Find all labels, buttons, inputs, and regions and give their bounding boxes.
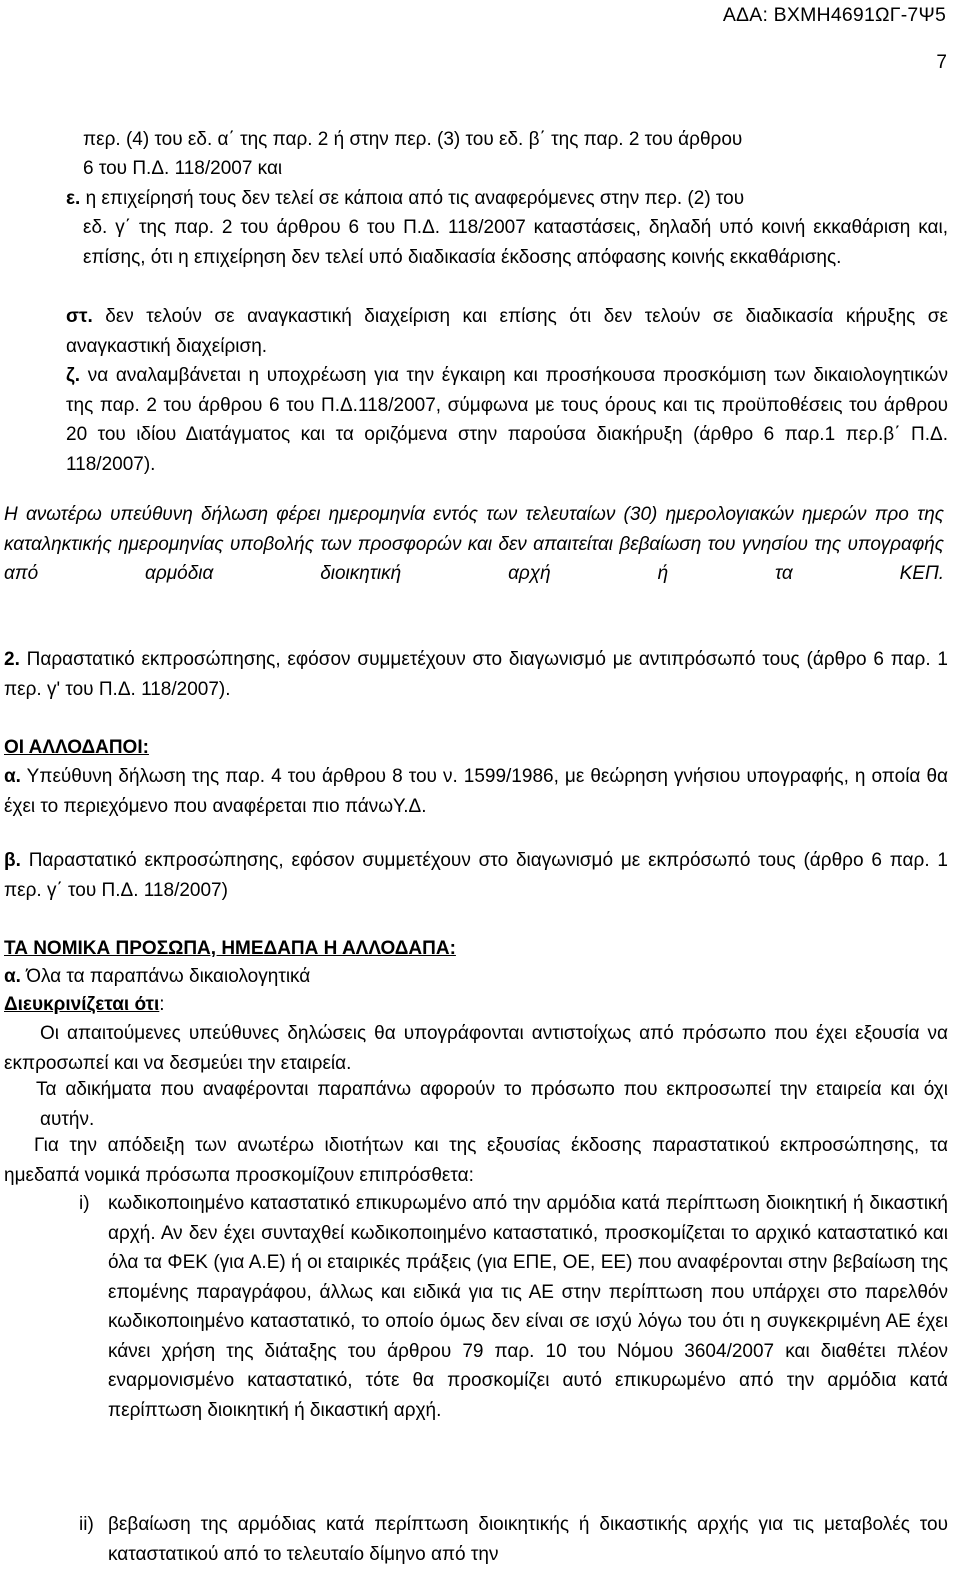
- intro-line-2: 6 του Π.Δ. 118/2007 και: [83, 158, 283, 179]
- item-e-label: ε.: [66, 188, 81, 209]
- item-st-label: στ.: [66, 306, 93, 327]
- item-2-text: Παραστατικό εκπροσώπησης, εφόσον συμμετέχουν στο διαγωνισμό με αντιπρόσωπό τους (άρθρο 6 παρ. 1 περ. γ' του Π.Δ. 118/2007).: [4, 649, 948, 700]
- foreigners-a-text: Υπεύθυνη δήλωση της παρ. 4 του άρθρου 8 του ν. 1599/1986, με θεώρηση γνήσιου υπογραφής, η οποία θα έχει το περιεχόμενο που αναφέρεται πιο πάνωΥ.Δ.: [4, 766, 948, 817]
- item-z-label: ζ.: [66, 365, 81, 386]
- foreigners-item-b: [4, 846, 948, 905]
- item-2-label: 2.: [4, 649, 20, 670]
- ada-identifier: ΑΔΑ: ΒΧΜΗ4691ΩΓ-7Ψ5: [722, 4, 946, 26]
- foreigners-b-label: β.: [4, 850, 21, 871]
- item-st: [66, 302, 948, 361]
- list-marker-ii: ii): [79, 1514, 94, 1535]
- paragraph-offences: Τα αδικήματα που αναφέρονται παραπάνω αφορούν το πρόσωπο που εκπροσωπεί την εταιρεία και όχι αυτήν.: [36, 1079, 948, 1130]
- legal-a-line: [4, 962, 310, 992]
- item-e-first-line: [66, 184, 744, 214]
- item-2: [4, 645, 948, 704]
- paragraph-proof: Για την απόδειξη των ανωτέρω ιδιοτήτων και της εξουσίας έκδοσης παραστατικού εκπροσώπησης, τα ημεδαπά νομικά πρόσωπα προσκομίζουν επιπρόσθετα:: [4, 1135, 948, 1186]
- item-st-text: δεν τελούν σε αναγκαστική διαχείριση και επίσης ότι δεν τελούν σε διαδικασία κήρυξης σε αναγκαστική διαχείριση.: [66, 306, 948, 357]
- paragraph-declarations: Οι απαιτούμενες υπεύθυνες δηλώσεις θα υπογράφονται αντιστοίχως από πρόσωπο που έχει εξουσία να εκπροσωπεί και να δεσμεύει την εταιρεία.: [4, 1023, 948, 1074]
- page-number: 7: [936, 52, 947, 73]
- item-z: [66, 361, 948, 479]
- legal-entities-heading: ΤΑ ΝΟΜΙΚΑ ΠΡΟΣΩΠΑ, ΗΜΕΔΑΠΑ Η ΑΛΛΟΔΑΠΑ:: [4, 938, 456, 959]
- italic-note: [4, 500, 944, 589]
- list-item-i: κωδικοποιημένο καταστατικό επικυρωμένο από την αρμόδια κατά περίπτωση διοικητική ή δικαστική αρχή. Αν δεν έχει συνταχθεί κωδικοποιημένο καταστατικό, προσκομίζεται το αρχικό καταστατικό και όλα τα ΦΕΚ (για Α.Ε) ή οι εταιρικές πράξεις (για ΕΠΕ, ΟΕ, ΕΕ) που αναφέρονται στην βεβαίωση της επομένης παραγράφου, άλλως και ειδικά για τις ΑΕ στην περίπτωση που υπάρχει στο παρελθόν κωδικοποιημένο καταστατικό, το οποίο όμως δεν είναι σε ισχύ λόγω του ότι η συγκεκριμένη ΑΕ έχει κάνει χρήση της διάταξης του άρθρου 79 παρ. 10 του Νόμου 3604/2007 και διαθέτει πλέον εναρμονισμένο καταστατικό, τότε θα προσκομίζει αυτό επικυρωμένο από την αρμόδια κατά περίπτωση διοικητική ή δικαστική αρχή.: [108, 1193, 948, 1421]
- item-e-text: εδ. γ΄ της παρ. 2 του άρθρου 6 του Π.Δ. 118/2007 καταστάσεις, δηλαδή υπό κοινή εκκαθάριση και, επίσης, ότι η επιχείρηση δεν τελεί υπό διαδικασία έκδοσης απόφασης κοινής εκκαθάρισης.: [83, 217, 948, 268]
- foreigners-item-a: [4, 762, 948, 821]
- list-item-ii: βεβαίωση της αρμόδιας κατά περίπτωση διοικητικής ή δικαστικής αρχής για τις μεταβολές του καταστατικού από το τελευταίο δίμηνο από την: [108, 1514, 948, 1565]
- legal-a-text: Όλα τα παραπάνω δικαιολογητικά: [20, 966, 311, 987]
- item-z-text: να αναλαμβάνεται η υποχρέωση για την έγκαιρη και προσήκουσα προσκόμιση των δικαιολογητικών της παρ. 2 του άρθρου 6 του Π.Δ.118/2007, σύμφωνα με τους όρους και τις προϋποθέσεις του άρθρου 20 του ιδίου Διατάγματος και τα οριζόμενα στην παρούσα διακήρυξη (άρθρο 6 παρ.1 περ.β΄ Π.Δ. 118/2007).: [66, 365, 948, 475]
- clarify-colon: :: [159, 994, 165, 1015]
- list-marker-i: i): [79, 1193, 90, 1214]
- italic-note-part2: βεβαίωση του γνησίου της υπογραφής από αρμόδια διοικητική αρχή ή τα ΚΕΠ.: [4, 533, 945, 584]
- foreigners-b-text: Παραστατικό εκπροσώπησης, εφόσον συμμετέχουν στο διαγωνισμό με εκπρόσωπό τους (άρθρο 6 παρ. 1 περ. γ΄ του Π.Δ. 118/2007): [4, 850, 948, 901]
- legal-a-label: α.: [4, 966, 21, 987]
- intro-line-1: περ. (4) του εδ. α΄ της παρ. 2 ή στην περ. (3) του εδ. β΄ της παρ. 2 του άρθρου: [83, 129, 743, 150]
- foreigners-a-label: α.: [4, 766, 21, 787]
- italic-note-part1: Η ανωτέρω υπεύθυνη δήλωση φέρει ημερομηνία εντός των τελευταίων (30) ημερολογιακών ημερών προ της καταληκτικής ημερομηνίας υποβολής των προσφορών και δεν απαιτείται: [4, 504, 944, 555]
- foreigners-heading: ΟΙ ΑΛΛΟΔΑΠΟΙ:: [4, 737, 149, 758]
- item-e-first-text: η επιχείρησή τους δεν τελεί σε κάποια από τις αναφερόμενες στην περ. (2) του: [80, 188, 745, 209]
- clarify-line: [4, 990, 165, 1020]
- clarify-label: Διευκρινίζεται ότι: [4, 994, 160, 1015]
